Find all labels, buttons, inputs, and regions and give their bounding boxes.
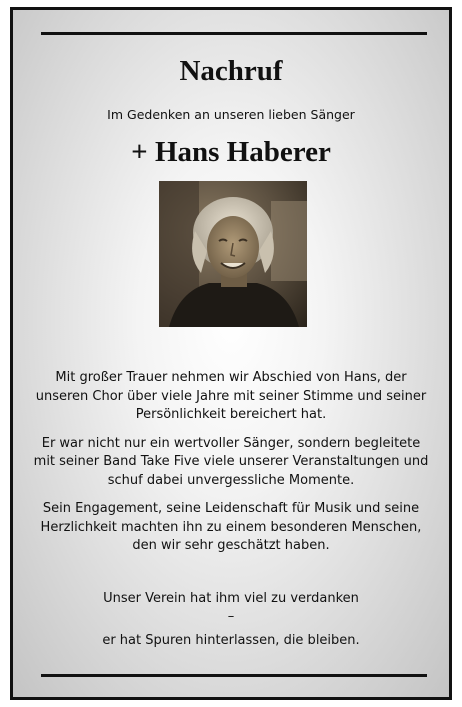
obituary-body: [33, 369, 429, 566]
closing-lines: [33, 590, 429, 650]
closing-line-2: er hat Spuren hinterlassen, die bleiben.: [102, 633, 360, 648]
page-title: Nachruf: [179, 55, 283, 87]
obituary-frame: [10, 7, 452, 700]
closing-line-1: Unser Verein hat ihm viel zu verdanken: [103, 591, 359, 606]
top-divider: [41, 32, 427, 35]
deceased-name: + Hans Haberer: [131, 136, 331, 168]
bottom-divider: [41, 674, 427, 677]
paragraph-engagement: Sein Engagement, seine Leidenschaft für Musik und seine Herzlichkeit machten ihn zu einem besonderen Menschen, den wir sehr geschätzt haben.: [40, 501, 422, 553]
portrait-photo: [159, 181, 307, 327]
closing-dash: –: [227, 609, 235, 624]
paragraph-band: Er war nicht nur ein wertvoller Sänger, sondern begleitete mit seiner Band Take Five viele unserer Veranstaltungen und schuf dabei unvergessliche Momente.: [33, 435, 429, 488]
paragraph-farewell: Mit großer Trauer nehmen wir Abschied von Hans, der unseren Chor über viele Jahre mit seiner Stimme und seiner Persönlichkeit bereichert hat.: [35, 370, 427, 422]
dedication-text: Im Gedenken an unseren lieben Sänger: [107, 107, 355, 122]
